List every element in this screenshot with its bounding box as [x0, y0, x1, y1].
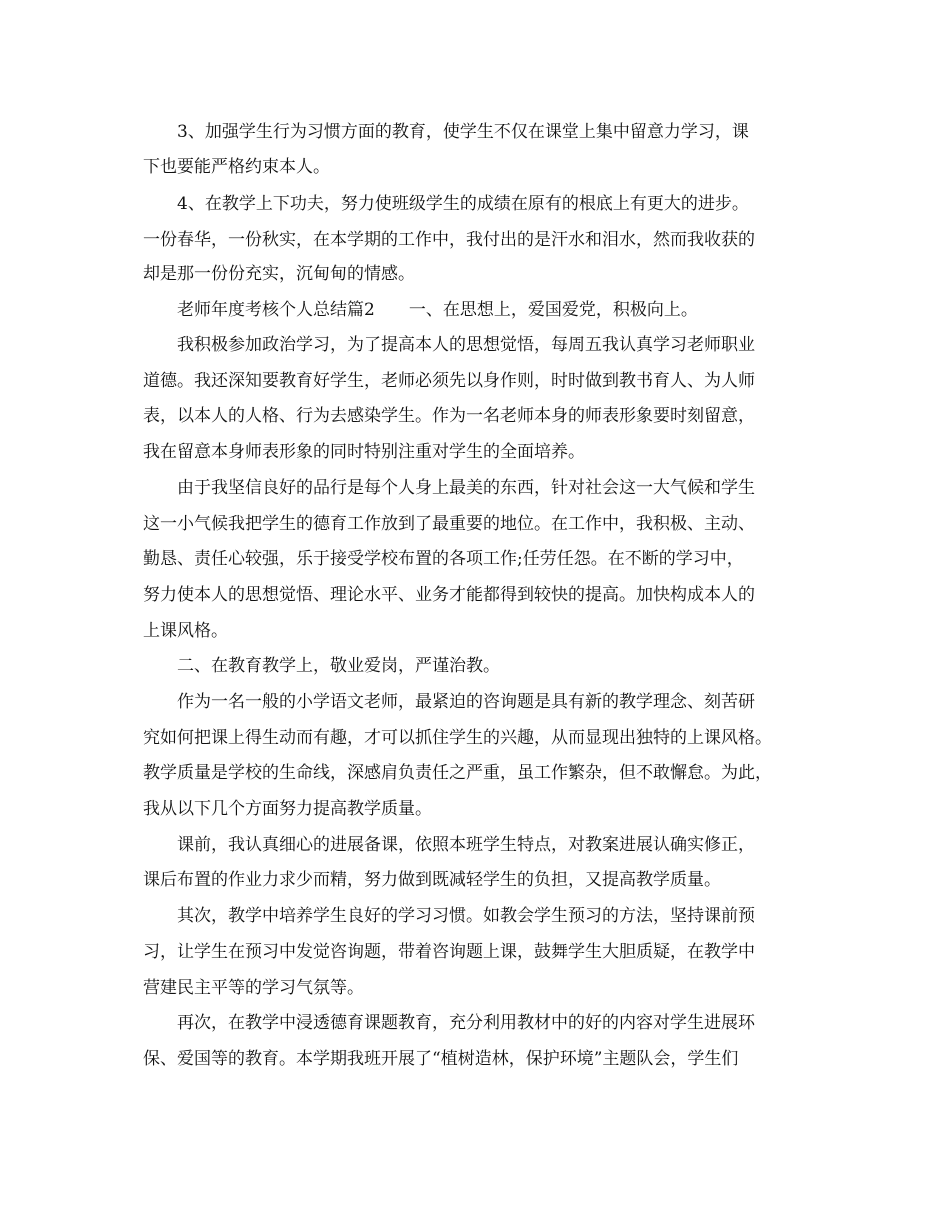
- text-line: 我从以下几个方面努力提高教学质量。: [143, 799, 432, 819]
- text-line: 保、爱国等的教育。本学期我班开展了“植树造林，保护环境”主题队会，学生们: [143, 1049, 739, 1069]
- text-line: 却是那一份份充实，沉甸甸的情感。: [143, 264, 415, 284]
- text-line: 我积极参加政治学习，为了提高本人的思想觉悟，每周五我认真学习老师职业: [177, 335, 755, 355]
- text-line: 这一小气候我把学生的德育工作放到了最重要的地位。在工作中，我积极、主动、: [143, 514, 755, 534]
- text-line: 二、在教育教学上，敬业爱岗，严谨治教。: [177, 656, 500, 676]
- text-line: 努力使本人的思想觉悟、理论水平、业务才能都得到较快的提高。加快构成本人的: [143, 585, 755, 605]
- text-line: 由于我坚信良好的品行是每个人身上最美的东西，针对社会这一大气候和学生: [177, 478, 755, 498]
- text-line: 老师年度考核个人总结篇2 一、在思想上，爱国爱党，积极向上。: [177, 300, 698, 320]
- text-line: 营建民主平等的学习气氛等。: [143, 978, 364, 998]
- text-line: 究如何把课上得生动而有趣，才可以抓住学生的兴趣，从而显现出独特的上课风格。: [143, 728, 772, 748]
- text-line: 勤恳、责任心较强，乐于接受学校布置的各项工作;任劳任怨。在不断的学习中，: [143, 549, 744, 569]
- text-line: 再次，在教学中浸透德育课题教育，充分利用教材中的好的内容对学生进展环: [177, 1013, 755, 1033]
- text-line: 课前，我认真细心的进展备课，依照本班学生特点，对教案进展认确实修正，: [177, 835, 755, 855]
- text-line: 课后布置的作业力求少而精，努力做到既减轻学生的负担，又提高教学质量。: [143, 870, 721, 890]
- text-line: 3、加强学生行为习惯方面的教育，使学生不仅在课堂上集中留意力学习，课: [177, 122, 749, 142]
- text-line: 习，让学生在预习中发觉咨询题，带着咨询题上课，鼓舞学生大胆质疑，在教学中: [143, 942, 755, 962]
- text-line: 4、在教学上下功夫，努力使班级学生的成绩在原有的根底上有更大的进步。: [177, 194, 749, 214]
- text-line: 道德。我还深知要教育好学生，老师必须先以身作则，时时做到教书育人、为人师: [143, 371, 755, 391]
- text-line: 下也要能严格约束本人。: [143, 157, 330, 177]
- text-line: 表，以本人的人格、行为去感染学生。作为一名老师本身的师表形象要时刻留意，: [143, 406, 755, 426]
- text-line: 一份春华，一份秋实，在本学期的工作中，我付出的是汗水和泪水，然而我收获的: [143, 230, 755, 250]
- text-line: 上课风格。: [143, 621, 228, 641]
- text-line: 我在留意本身师表形象的同时特别注重对学生的全面培养。: [143, 442, 585, 462]
- text-line: 作为一名一般的小学语文老师，最紧迫的咨询题是具有新的教学理念、刻苦研: [177, 692, 755, 712]
- text-line: 教学质量是学校的生命线，深感肩负责任之严重，虽工作繁杂，但不敢懈怠。为此，: [143, 763, 772, 783]
- text-line: 其次，教学中培养学生良好的学习习惯。如教会学生预习的方法，坚持课前预: [177, 906, 755, 926]
